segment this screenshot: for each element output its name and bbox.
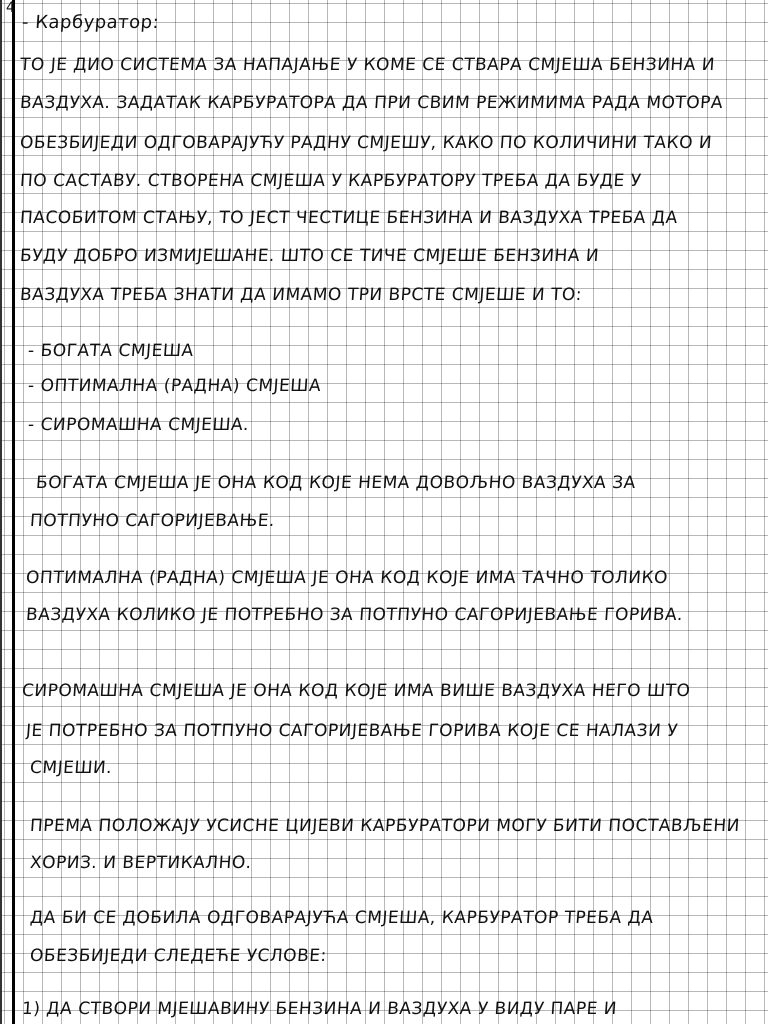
list-item: - ОПТИМАЛНА (РАДНА) СМЈЕША: [27, 376, 322, 396]
text-line: ОБЕЗБИЈЕДИ СЛЕДЕЋЕ УСЛОВЕ:: [29, 946, 328, 966]
text-line: ПО САСТАВУ. СТВОРЕНА СМЈЕША У КАРБУРАТОРУ ТРЕБА ДА БУДЕ У: [19, 171, 643, 191]
text-line: ОБЕЗБИЈЕДИ ОДГОВАРАЈУЋУ РАДНУ СМЈЕШУ, КАКО ПО КОЛИЧИНИ ТАКО И: [19, 133, 713, 153]
heading: - Карбуратор:: [21, 12, 160, 33]
margin-line-outer: [0, 0, 2, 1024]
text-line: ДА БИ СЕ ДОБИЛА ОДГОВАРАЈУЋА СМЈЕША, КАРБУРАТОР ТРЕБА ДА: [29, 908, 655, 928]
text-line: ПРЕМА ПОЛОЖАЈУ УСИСНЕ ЦИЈЕВИ КАРБУРАТОРИ МОГУ БИТИ ПОСТАВЉЕНИ: [29, 816, 741, 836]
text-line: ВАЗДУХА. ЗАДАТАК КАРБУРАТОРА ДА ПРИ СВИМ РЕЖИМИМА РАДА МОТОРА: [19, 93, 724, 113]
text-line: СМЈЕШИ.: [29, 758, 113, 778]
text-line: ВАЗДУХА КОЛИКО ЈЕ ПОТРЕБНО ЗА ПОТПУНО САГОРИЈЕВАЊЕ ГОРИВА.: [25, 605, 684, 625]
text-line: ПОТПУНО САГОРИЈЕВАЊЕ.: [29, 511, 276, 531]
margin-line: [12, 0, 15, 1024]
page-number: 4: [6, 0, 15, 16]
text-line: ОПТИМАЛНА (РАДНА) СМЈЕША ЈЕ ОНА КОД КОЈЕ ИМА ТАЧНО ТОЛИКО: [25, 568, 669, 588]
text-line: ЈЕ ПОТРЕБНО ЗА ПОТПУНО САГОРИЈЕВАЊЕ ГОРИВА КОЈЕ СЕ НАЛАЗИ У: [25, 721, 679, 741]
text-line: ТО ЈЕ ДИО СИСТЕМА ЗА НАПАЈАЊЕ У КОМЕ СЕ СТВАРА СМЈЕША БЕНЗИНА И: [19, 55, 716, 75]
text-line: БУДУ ДОБРО ИЗМИЈЕШАНЕ. ШТО СЕ ТИЧЕ СМЈЕШЕ БЕНЗИНА И: [19, 246, 600, 266]
text-line: ВАЗДУХА ТРЕБА ЗНАТИ ДА ИМАМО ТРИ ВРСТЕ СМЈЕШЕ И ТО:: [19, 285, 583, 305]
text-line: СИРОМАШНА СМЈЕША ЈЕ ОНА КОД КОЈЕ ИМА ВИШЕ ВАЗДУХА НЕГО ШТО: [21, 681, 692, 701]
numbered-item: 1) ДА СТВОРИ МЈЕШАВИНУ БЕНЗИНА И ВАЗДУХА У ВИДУ ПАРЕ И: [21, 999, 618, 1019]
text-line: ПАСОБИТОМ СТАЊУ, ТО ЈЕСТ ЧЕСТИЦЕ БЕНЗИНА И ВАЗДУХА ТРЕБА ДА: [19, 208, 679, 228]
list-item: - СИРОМАШНА СМЈЕША.: [27, 415, 250, 435]
list-item: - БОГАТА СМЈЕША: [27, 341, 195, 361]
text-line: БОГАТА СМЈЕША ЈЕ ОНА КОД КОЈЕ НЕМА ДОВОЉНО ВАЗДУХА ЗА: [35, 473, 637, 493]
text-line: ХОРИЗ. И ВЕРТИКАЛНО.: [29, 853, 253, 873]
